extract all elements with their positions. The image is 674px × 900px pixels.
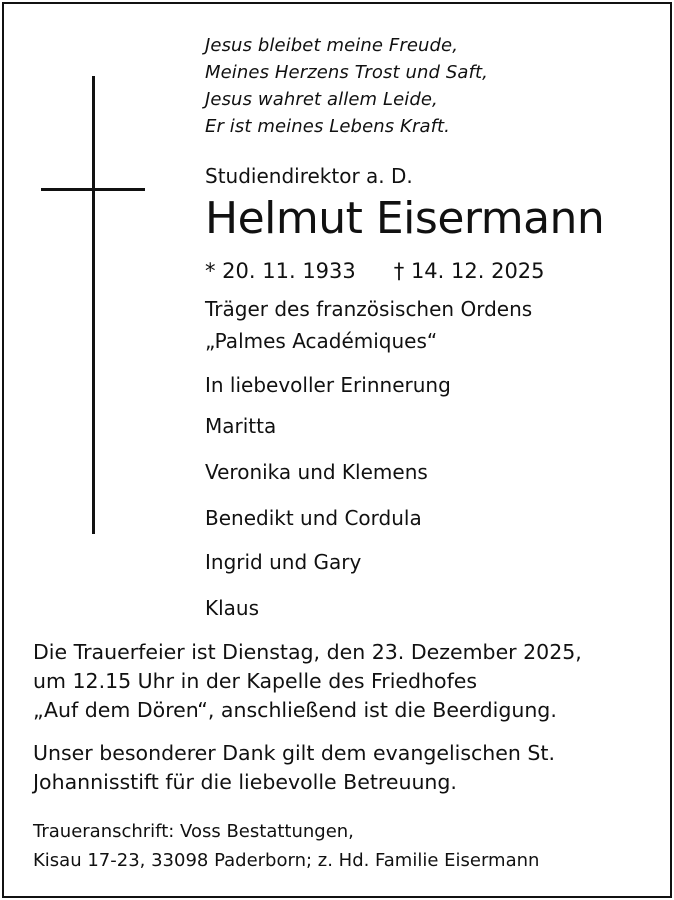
- hymn-line: Meines Herzens Trost und Saft,: [205, 62, 488, 83]
- thanks-line: Unser besonderer Dank gilt dem evangelischen St.: [33, 741, 555, 765]
- hymn-line: Jesus bleibet meine Freude,: [205, 35, 459, 56]
- ceremony-line: „Auf dem Dören“, anschließend ist die Beerdigung.: [33, 698, 557, 722]
- mourning-address: [33, 817, 539, 875]
- cross-icon-vertical: [92, 76, 95, 534]
- mourner-name: Veronika und Klemens: [205, 460, 428, 484]
- mourner-name: Klaus: [205, 596, 260, 620]
- ceremony-line: um 12.15 Uhr in der Kapelle des Friedhofes: [33, 669, 478, 693]
- thanks-text: [33, 739, 555, 797]
- deceased-title: Studiendirektor a. D.: [205, 164, 413, 188]
- life-dates: [205, 259, 545, 283]
- cross-icon-horizontal: [41, 188, 145, 191]
- mourner-name: Maritta: [205, 414, 277, 438]
- mourner-name: Benedikt und Cordula: [205, 506, 422, 530]
- thanks-line: Johannisstift für die liebevolle Betreuung.: [33, 770, 457, 794]
- hymn-verse: [205, 32, 488, 140]
- hymn-line: Er ist meines Lebens Kraft.: [205, 116, 451, 137]
- hymn-line: Jesus wahret allem Leide,: [205, 89, 438, 110]
- mourner-name: Ingrid und Gary: [205, 550, 362, 574]
- address-line: Traueranschrift: Voss Bestattungen,: [33, 821, 354, 842]
- birth-date: * 20. 11. 1933: [205, 259, 356, 283]
- deceased-name: Helmut Eisermann: [205, 193, 605, 244]
- remembrance-line: In liebevoller Erinnerung: [205, 373, 451, 397]
- honor-line: Träger des französischen Ordens: [205, 297, 533, 321]
- address-line: Kisau 17-23, 33098 Paderborn; z. Hd. Familie Eisermann: [33, 850, 540, 871]
- ceremony-line: Die Trauerfeier ist Dienstag, den 23. Dezember 2025,: [33, 640, 582, 664]
- honor-text: [205, 293, 532, 357]
- ceremony-text: [33, 638, 582, 725]
- obituary-frame: [2, 2, 672, 898]
- honor-line: „Palmes Académiques“: [205, 329, 438, 353]
- death-date: † 14. 12. 2025: [393, 259, 545, 283]
